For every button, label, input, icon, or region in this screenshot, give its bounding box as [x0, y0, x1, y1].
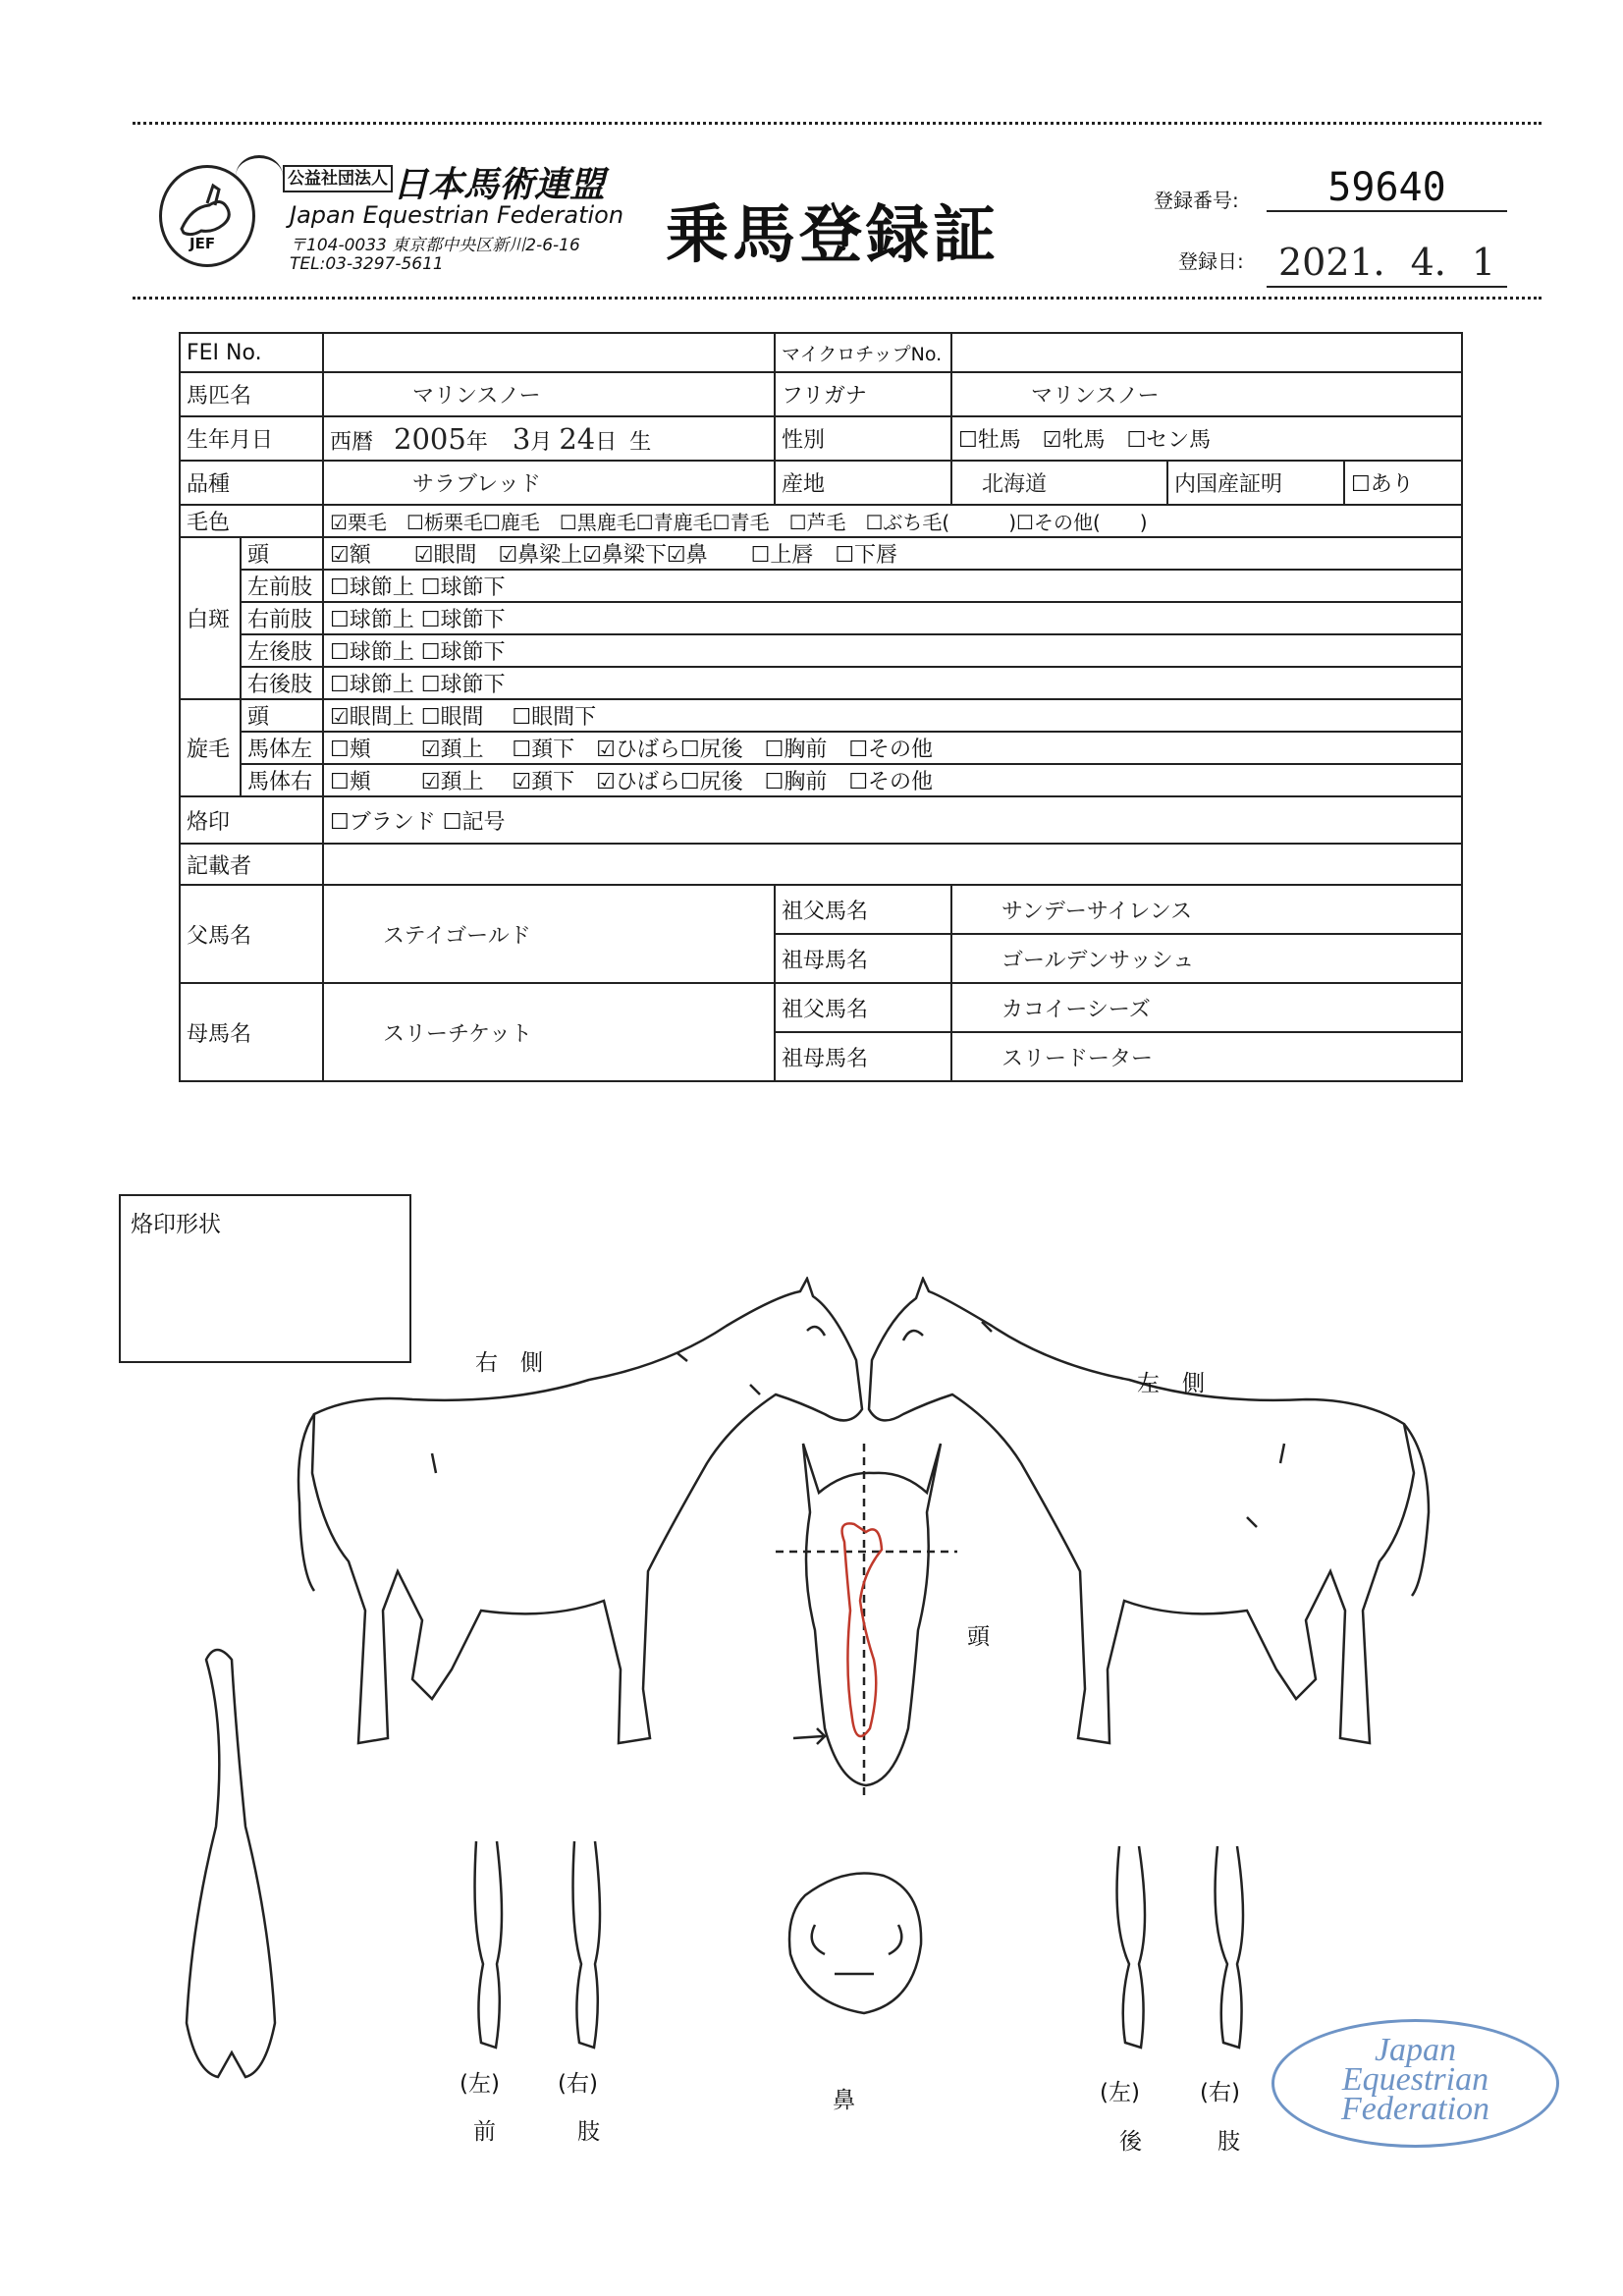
hind-left-paren: (左): [1100, 2080, 1140, 2105]
hind-legs-drawing: [1117, 1846, 1243, 2048]
microchip-value: [951, 333, 1462, 372]
logo-swoosh: [236, 155, 283, 197]
rear-view-drawing: [187, 1650, 275, 2077]
writer-label: 記載者: [180, 844, 323, 885]
seal-line-1: Japan: [1374, 2032, 1457, 2068]
dam-granddam-label: 祖母馬名: [775, 1032, 951, 1081]
brand-shape-label: 烙印形状: [131, 1212, 221, 1237]
document-title: 乗馬登録証: [666, 199, 1000, 272]
birthdate-era: 西暦: [330, 429, 374, 455]
org-address: [290, 237, 580, 274]
fei-value: [323, 333, 775, 372]
dam-value: スリーチケット: [323, 983, 775, 1081]
registration-number: 59640: [1267, 165, 1507, 212]
org-name-english: Japan Equestrian Federation: [290, 201, 624, 229]
top-dotted-rule: [133, 122, 1542, 125]
birthdate-day: 24: [559, 421, 596, 456]
dam-grandsire-value: カコイーシーズ: [951, 983, 1462, 1032]
coat-color-label: 毛色: [180, 505, 323, 537]
white-left-hind-options: ☐球節上 ☐球節下: [323, 634, 1462, 667]
head-front-drawing: [776, 1444, 957, 1797]
seal-line-2: Equestrian: [1341, 2061, 1489, 2098]
coat-color-options: ☑栗毛 ☐栃栗毛☐鹿毛 ☐黒鹿毛☐青鹿毛☐青毛 ☐芦毛 ☐ぶち毛( )☐その他( ): [323, 505, 1462, 537]
birthdate-suffix: 生: [629, 429, 652, 455]
org-type-tag: 公益社団法人: [283, 165, 393, 192]
registration-date-label: 登録日:: [1178, 249, 1244, 273]
white-part-left-hind: 左後肢: [241, 634, 323, 667]
domestic-proof-option: ☐あり: [1344, 461, 1462, 505]
white-part-right-hind: 右後肢: [241, 667, 323, 699]
whorl-part-body-left: 馬体左: [241, 732, 323, 764]
header-dotted-rule: [133, 297, 1542, 300]
seal-line-3: Federation: [1340, 2091, 1490, 2127]
dam-grandsire-label: 祖父馬名: [775, 983, 951, 1032]
federation-seal-stamp: [1271, 2019, 1559, 2148]
sire-grandsire-value: サンデーサイレンス: [951, 885, 1462, 934]
registration-date: 2021．4．1: [1267, 232, 1507, 288]
hind-right-paren: (右): [1200, 2080, 1240, 2105]
sex-label: 性別: [775, 416, 951, 461]
furigana-label: フリガナ: [775, 372, 951, 416]
birthdate-year-unit: 年: [465, 429, 488, 455]
birthdate-month: 3: [512, 421, 531, 456]
whorls-label: 旋毛: [180, 699, 241, 796]
horse-name-label: 馬匹名: [180, 372, 323, 416]
dam-label: 母馬名: [180, 983, 323, 1081]
left-side-horse-drawing: [869, 1279, 1429, 1743]
whorl-part-head: 頭: [241, 699, 323, 732]
sire-granddam-value: ゴールデンサッシュ: [951, 934, 1462, 983]
sire-value: ステイゴールド: [323, 885, 775, 983]
nose-drawing: [789, 1874, 921, 2014]
birthdate-day-unit: 日: [595, 429, 618, 455]
horse-name-value: マリンスノー: [323, 372, 775, 416]
origin-value: 北海道: [951, 461, 1167, 505]
breed-value: サラブレッド: [323, 461, 775, 505]
microchip-label: マイクロチップNo.: [775, 333, 951, 372]
white-head-options: ☑額 ☑眼間 ☑鼻梁上☑鼻梁下☑鼻 ☐上唇 ☐下唇: [323, 537, 1462, 570]
hind-caption-1: 後: [1119, 2129, 1142, 2155]
birthdate-year: 2005: [394, 421, 466, 456]
birthdate-month-unit: 月: [530, 429, 553, 455]
writer-value: [323, 844, 1462, 885]
left-side-caption: 左 側: [1137, 1371, 1205, 1396]
fore-right-paren: (右): [558, 2071, 598, 2097]
registration-number-label: 登録番号:: [1154, 189, 1239, 212]
origin-label: 産地: [775, 461, 951, 505]
org-name: 日本馬術連盟: [393, 165, 606, 205]
domestic-proof-label: 内国産証明: [1167, 461, 1344, 505]
head-caption: 頭: [967, 1624, 990, 1650]
hind-caption-2: 肢: [1217, 2129, 1240, 2155]
fore-caption-2: 肢: [577, 2119, 600, 2145]
furigana-value: マリンスノー: [951, 372, 1462, 416]
fei-label: FEI No.: [180, 333, 323, 372]
nose-caption: 鼻: [833, 2088, 855, 2113]
sire-label: 父馬名: [180, 885, 323, 983]
breed-label: 品種: [180, 461, 323, 505]
whorl-part-body-right: 馬体右: [241, 764, 323, 796]
brand-label: 烙印: [180, 796, 323, 844]
org-address-line: 〒104-0033 東京都中央区新川2-6-16: [290, 236, 580, 255]
white-right-fore-options: ☐球節上 ☐球節下: [323, 602, 1462, 634]
white-markings-label: 白斑: [180, 537, 241, 699]
logo-text: JEF: [189, 235, 216, 252]
org-phone-line: TEL:03-3297-5611: [290, 254, 444, 274]
white-part-head: 頭: [241, 537, 323, 570]
whorl-body-left-options: ☐頬 ☑頚上 ☐頚下 ☑ひばら☐尻後 ☐胸前 ☐その他: [323, 732, 1462, 764]
right-side-horse-drawing: [298, 1279, 862, 1743]
sire-grandsire-label: 祖父馬名: [775, 885, 951, 934]
white-part-right-fore: 右前肢: [241, 602, 323, 634]
fore-left-paren: (左): [460, 2071, 500, 2097]
right-side-caption: 右 側: [475, 1350, 543, 1376]
fore-caption-1: 前: [473, 2119, 496, 2145]
sex-options: ☐牡馬 ☑牝馬 ☐セン馬: [951, 416, 1462, 461]
white-part-left-fore: 左前肢: [241, 570, 323, 602]
white-left-fore-options: ☐球節上 ☐球節下: [323, 570, 1462, 602]
dam-granddam-value: スリードーター: [951, 1032, 1462, 1081]
whorl-head-options: ☑眼間上 ☐眼間 ☐眼間下: [323, 699, 1462, 732]
whorl-body-right-options: ☐頬 ☑頚上 ☑頚下 ☑ひばら☐尻後 ☐胸前 ☐その他: [323, 764, 1462, 796]
fore-legs-drawing: [475, 1841, 600, 2048]
white-right-hind-options: ☐球節上 ☐球節下: [323, 667, 1462, 699]
brand-options: ☐ブランド ☐記号: [323, 796, 1462, 844]
birthdate-label: 生年月日: [180, 416, 323, 461]
registration-form-table: [179, 332, 1463, 1082]
birthdate-value: [323, 416, 775, 461]
sire-granddam-label: 祖母馬名: [775, 934, 951, 983]
